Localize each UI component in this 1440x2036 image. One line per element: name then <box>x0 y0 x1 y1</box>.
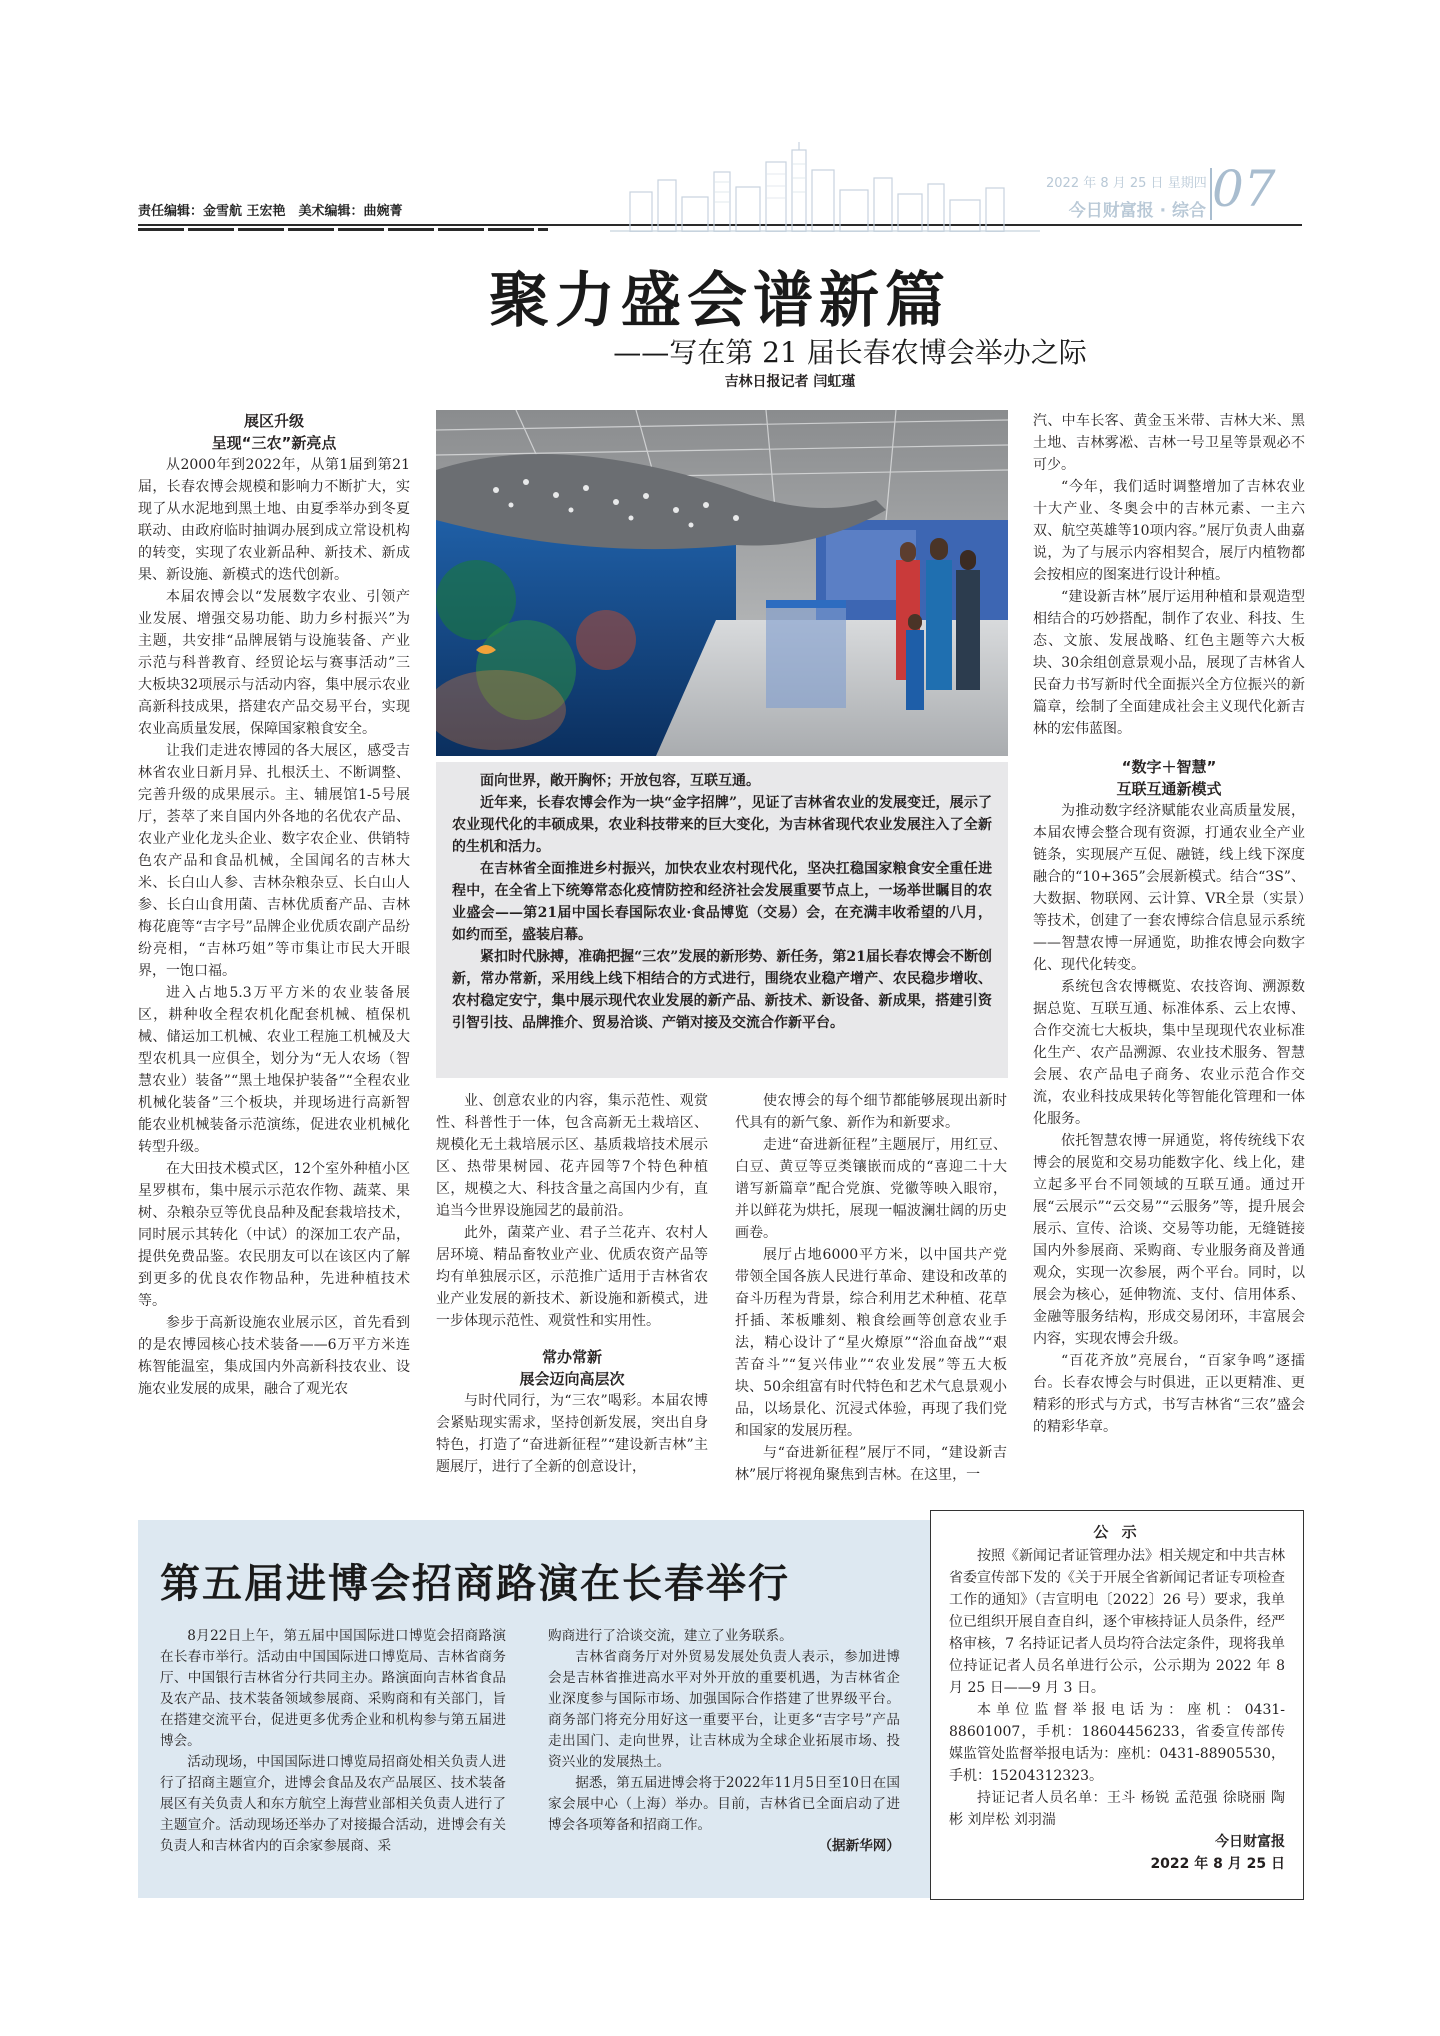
article-column-1 <box>138 410 410 1540</box>
article-source: （据新华网） <box>818 1838 900 1854</box>
lead-paragraph: 在吉林省全面推进乡村振兴，加快农业农村现代化，坚决扛稳国家粮食安全重任进程中，在全省上下统筹常态化疫情防控和经济社会发展重要节点上，一场举世瞩目的农业盛会——第21届中国长春国际农业·食品博览（交易）会，在充满丰收希望的八月，如约而至，盛装启幕。 <box>452 861 992 943</box>
lead-paragraph: 近年来，长春农博会作为一块“金字招牌”，见证了吉林省农业的发展变迁，展示了农业现代化的丰硕成果，农业科技带来的巨大变化，为吉林省现代农业发展注入了全新的生机和活力。 <box>452 795 992 855</box>
lead-box <box>436 762 1008 1078</box>
article-column-2 <box>436 1090 708 1540</box>
paragraph: 活动现场，中国国际进口博览局招商处相关负责人进行了招商主题宣介，进博会食品及农产品展区、技术装备展区有关负责人和东方航空上海营业部相关负责人进行了主题宣介。活动现场还举办了对接撮合活动，进博会有关负责人和吉林省内的百余家参展商、采 <box>160 1754 506 1854</box>
lead-paragraph: 紧扣时代脉搏，准确把握“三农”发展的新形势、新任务，第21届长春农博会不断创新，常办常新，采用线上线下相结合的方式进行，围绕农业稳产增产、农民稳步增收、农村稳定安宁，集中展示现代农业发展的新产品、新技术、新设备、新成果，搭建引资引智引技、品牌推介、贸易洽谈、产销对接及交流合作新平台。 <box>452 949 992 1031</box>
paragraph: 使农博会的每个细节都能够展现出新时代具有的新气象、新作为和新要求。 <box>735 1093 1007 1131</box>
paragraph: 系统包含农博概览、农技咨询、溯源数据总览、互联互通、标准体系、云上农博、合作交流七大板块，集中呈现现代农业标准化生产、农产品溯源、农业技术服务、智慧会展、农产品电子商务、农业示范合作交流，农业科技成果转化等智能化管理和一体化服务。 <box>1033 979 1305 1127</box>
paragraph: 吉林省商务厅对外贸易发展处负责人表示，参加进博会是吉林省推进高水平对外开放的重要机遇，为吉林省企业深度参与国际市场、加强国际合作搭建了世界级平台。商务部门将充分用好这一重要平台，让更多“吉字号”产品走出国门、走向世界，让吉林成为全球企业拓展市场、投资兴业的发展热土。 <box>548 1649 900 1770</box>
header-dash-rule <box>138 228 548 231</box>
notice-paragraph: 持证记者人员名单：王斗 杨锐 孟范强 徐晓丽 陶彬 刘岸松 刘羽湍 <box>949 1790 1285 1828</box>
paragraph: 本届农博会以“发展数字农业、引领产业发展、增强交易功能、助力乡村振兴”为主题，共安排“品牌展销与设施装备、产业示范与科普教育、经贸论坛与赛事活动”三大板块32项展示与活动内容，集中展示农业高新科技成果，搭建农产品交易平台，实现农业高质量发展，保障国家粮食安全。 <box>138 589 410 737</box>
paragraph: 据悉，第五届进博会将于2022年11月5日至10日在国家会展中心（上海）举办。目前，吉林省已全面启动了进博会各项筹备和招商工作。 <box>548 1775 900 1833</box>
paragraph: “今年，我们适时调整增加了吉林农业十大产业、冬奥会中的吉林元素、一主六双、航空英雄等10项内容。”展厅负责人曲嘉说，为了与展示内容相契合，展厅内植物都会按相应的图案进行设计种植。 <box>1033 479 1305 583</box>
skyline-illustration <box>610 142 1040 232</box>
page-number: 07 <box>1212 160 1276 218</box>
notice-box <box>930 1510 1304 1900</box>
paragraph: 与“奋进新征程”展厅不同，“建设新吉林”展厅将视角聚焦到吉林。在这里，一 <box>735 1445 1007 1483</box>
paragraph: 汽、中车长客、黄金玉米带、吉林大米、黑土地、吉林雾凇、吉林一号卫星等景观必不可少。 <box>1033 413 1305 473</box>
issue-date: 2022 年 8 月 25 日 星期四 <box>1046 176 1207 191</box>
paragraph: 购商进行了洽谈交流，建立了业务联系。 <box>548 1628 793 1644</box>
paper-section-name: 今日财富报 · 综合 <box>1068 201 1206 221</box>
expo-hall-photo <box>436 410 1008 756</box>
paragraph: 此外，菌菜产业、君子兰花卉、农村人居环境、精品畜牧业产业、优质农资产品等均有单独展示区，示范推广适用于吉林省农业产业发展的新技术、新设施和新模式，进一步体现示范性、观赏性和实用性。 <box>436 1225 708 1329</box>
section-heading: “数字＋智慧” <box>1121 758 1217 776</box>
paragraph: 进入占地5.3万平方米的农业装备展区，耕种收全程农机化配套机械、植保机械、储运加工机械、农业工程施工机械及大型农机具一应俱全，划分为“无人农场（智慧农业）装备”“黑土地保护装备”“全程农业机械化装备”三个板块，并现场进行高新智能农业机械装备示范演练，促进农业机械化转型升级。 <box>138 985 410 1155</box>
editors-credit: 责任编辑：金雪航 王宏艳 美术编辑：曲婉菁 <box>138 204 403 219</box>
article-column-4 <box>1033 410 1305 1540</box>
expo-article-title: 第五届进博会招商路演在长春举行 <box>160 1561 790 1607</box>
paragraph: 依托智慧农博一屏通览，将传统线下农博会的展览和交易功能数字化、线上化，建立起多平台不同领域的互联互通。通过开展“云展示”“云交易”“云服务”等，提升展会展示、宣传、洽谈、交易等功能，无缝链接国内外参展商、采购商、专业服务商及普通观众，实现一次参展，两个平台。同时，以展会为核心，延伸物流、支付、信用体系、金融等服务结构，形成交易闭环，丰富展会内容，实现农博会升级。 <box>1033 1133 1305 1347</box>
paragraph: “百花齐放”亮展台，“百家争鸣”逐擂台。长春农博会与时俱进，正以更精准、更精彩的形式与方式，书写吉林省“三农”盛会的精彩华章。 <box>1033 1353 1305 1435</box>
article-byline: 吉林日报记者 闫虹瑾 <box>724 374 856 390</box>
notice-paragraph: 按照《新闻记者证管理办法》相关规定和中共吉林省委宣传部下发的《关于开展全省新闻记者证专项检查工作的通知》（吉宣明电〔2022〕26 号）要求，我单位已组织开展自查自纠，逐个审核持证人员条件，经严格审核，7 名持证记者人员均符合法定条件，现将我单位持证记者人员名单进行公示，公示期为 2022 年 8 月 25 日——9 月 3 日。 <box>949 1548 1285 1696</box>
article-subtitle: ——写在第 21 届长春农博会举办之际 <box>613 336 1087 369</box>
article-title: 聚力盛会谱新篇 <box>489 266 951 336</box>
paragraph: 在大田技术模式区，12个室外种植小区星罗棋布，集中展示示范农作物、蔬菜、果树、杂粮杂豆等优良品种及配套栽培技术，同时展示其转化（中试）的深加工农产品，提供免费品鉴。农民朋友可以在该区内了解到更多的优良农作物品种，先进种植技术等。 <box>138 1161 410 1309</box>
paragraph: 让我们走进农博园的各大展区，感受吉林省农业日新月异、扎根沃土、不断调整、完善升级的成果展示。主、辅展馆1-5号展厅，荟萃了来自国内外各地的名优农产品、农业产业化龙头企业、数字农企业、供销特色农产品和食品机械，全国闻名的吉林大米、长白山人参、吉林杂粮杂豆、长白山人参、长白山食用菌、吉林优质畜产品、吉林梅花鹿等“吉字号”品牌企业优质农副产品纷纷亮相，“吉林巧姐”等市集让市民大开眼界，一饱口福。 <box>138 743 410 979</box>
paragraph: 展厅占地6000平方米，以中国共产党带领全国各族人民进行革命、建设和改革的奋斗历程为背景，综合利用艺术种植、花草扦插、苯板雕刻、粮食绘画等创意农业手法，精心设计了“星火燎原”“浴血奋战”“艰苦奋斗”“复兴伟业”“农业发展”等五大板块、50余组富有时代特色和艺术气息景观小品，以场景化、沉浸式体验，再现了我们党和国家的发展历程。 <box>735 1247 1007 1439</box>
paragraph: 与时代同行，为“三农”喝彩。本届农博会紧贴现实需求，坚持创新发展，突出自身特色，打造了“奋进新征程”“建设新吉林”主题展厅，进行了全新的创意设计， <box>436 1393 708 1475</box>
expo-article-column-1 <box>160 1626 506 1882</box>
section-subheading: 展会迈向高层次 <box>519 1370 625 1388</box>
paragraph: 8月22日上午，第五届中国国际进口博览会招商路演在长春市举行。活动由中国国际进口博览局、吉林省商务厅、中国银行吉林省分行共同主办。路演面向吉林省食品及农产品、技术装备领域参展商、采购商和有关部门，旨在搭建交流平台，促进更多优秀企业和机构参与第五届进博会。 <box>160 1628 506 1749</box>
paragraph: 业、创意农业的内容，集示范性、观赏性、科普性于一体，包含高新无土栽培区、规模化无土栽培展示区、基质栽培技术展示区、热带果树园、花卉园等7个特色种植区，规模之大、科技含量之高国内少有，直追当今世界设施园艺的最前沿。 <box>436 1093 708 1219</box>
paragraph: 从2000年到2022年，从第1届到第21届，长春农博会规模和影响力不断扩大，实现了从水泥地到黑土地、由夏季举办到冬夏联动、由政府临时抽调办展到成立常设机构的转变，实现了农业新品种、新技术、新成果、新设施、新模式的迭代创新。 <box>138 457 410 583</box>
section-subheading: 互联互通新模式 <box>1116 780 1222 798</box>
expo-article-column-2 <box>548 1626 900 1882</box>
section-heading: 常办常新 <box>541 1348 602 1366</box>
paragraph: 参步于高新设施农业展示区，首先看到的是农博园核心技术装备——6万平方米连栋智能温室，集成国内外高新科技农业、设施农业发展的成果，融合了观光农 <box>138 1315 410 1397</box>
paragraph: 走进“奋进新征程”主题展厅，用红豆、白豆、黄豆等豆类镶嵌而成的“喜迎二十大 谱写新篇章”配合党旗、党徽等映入眼帘，并以鲜花为烘托，展现一幅波澜壮阔的历史画卷。 <box>735 1137 1007 1241</box>
lead-paragraph: 面向世界，敞开胸怀；开放包容，互联互通。 <box>480 773 760 789</box>
notice-signature: 今日财富报 <box>1215 1834 1285 1850</box>
notice-title: 公 示 <box>1093 1523 1141 1541</box>
section-subheading: 呈现“三农”新亮点 <box>211 434 337 452</box>
notice-date: 2022 年 8 月 25 日 <box>1150 1856 1285 1872</box>
paragraph: “建设新吉林”展厅运用种植和景观造型相结合的巧妙搭配，制作了农业、科技、生态、文旅、发展战略、红色主题等六大板块、30余组创意景观小品，展现了吉林省人民奋力书写新时代全面振兴全方位振兴的新篇章，绘制了全面建成社会主义现代化新吉林的宏伟蓝图。 <box>1033 589 1305 737</box>
paragraph: 为推动数字经济赋能农业高质量发展，本届农博会整合现有资源，打通农业全产业链条，实现展产互促、融链，线上线下深度融合的“10+365”会展新模式。结合“3S”、大数据、物联网、云计算、VR全景（实景）等技术，创建了一套农博综合信息显示系统——智慧农博一屏通览，助推农博会向数字化、现代化转变。 <box>1033 803 1305 973</box>
section-heading: 展区升级 <box>243 412 304 430</box>
notice-paragraph: 本单位监督举报电话为：座机：0431-88601007，手机：18604456233，省委宣传部传媒监管处监督举报电话为：座机：0431-88905530，手机：15204312323。 <box>949 1702 1285 1784</box>
article-column-3 <box>735 1090 1007 1540</box>
